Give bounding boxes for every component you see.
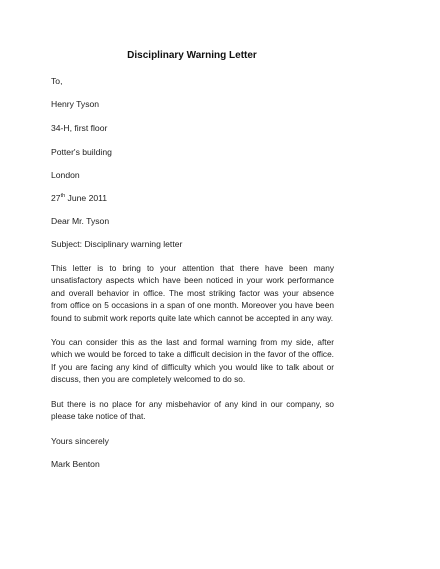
date-day: 27 [51, 193, 61, 203]
body-paragraph-3: But there is no place for any misbehavior of any kind in our company, so please take notice of that. [51, 399, 334, 422]
body-paragraph-1: This letter is to bring to your attention that there have been many unsatisfactory aspects which have been noticed in your work performance and overall behavior in office. The most striking factor was your absence from office on 5 occasions in a span of one month. Moreover you have been found to submit work reports quite late which cannot be accepted in any way. [51, 263, 334, 323]
recipient-name: Henry Tyson [51, 99, 100, 109]
salutation: Dear Mr. Tyson [51, 216, 110, 226]
letter-title: Disciplinary Warning Letter [127, 50, 257, 61]
address-line-2: Potter's building [51, 147, 112, 157]
date-rest: June 2011 [65, 193, 108, 203]
letter-date [51, 193, 107, 204]
date-suffix: th [60, 193, 66, 200]
address-line-1: 34-H, first floor [51, 123, 108, 133]
address-line-3: London [51, 170, 80, 180]
to-line: To, [51, 76, 63, 86]
body-paragraph-2: You can consider this as the last and formal warning from my side, after which we would be forced to take a difficult decision in the favor of the office. If you are facing any kind of difficulty which you would like to talk about or discuss, then you are completely welcomed to do so. [51, 337, 334, 385]
closing: Yours sincerely [51, 436, 109, 446]
signature-name: Mark Benton [51, 459, 100, 469]
subject-line: Subject: Disciplinary warning letter [51, 239, 183, 249]
